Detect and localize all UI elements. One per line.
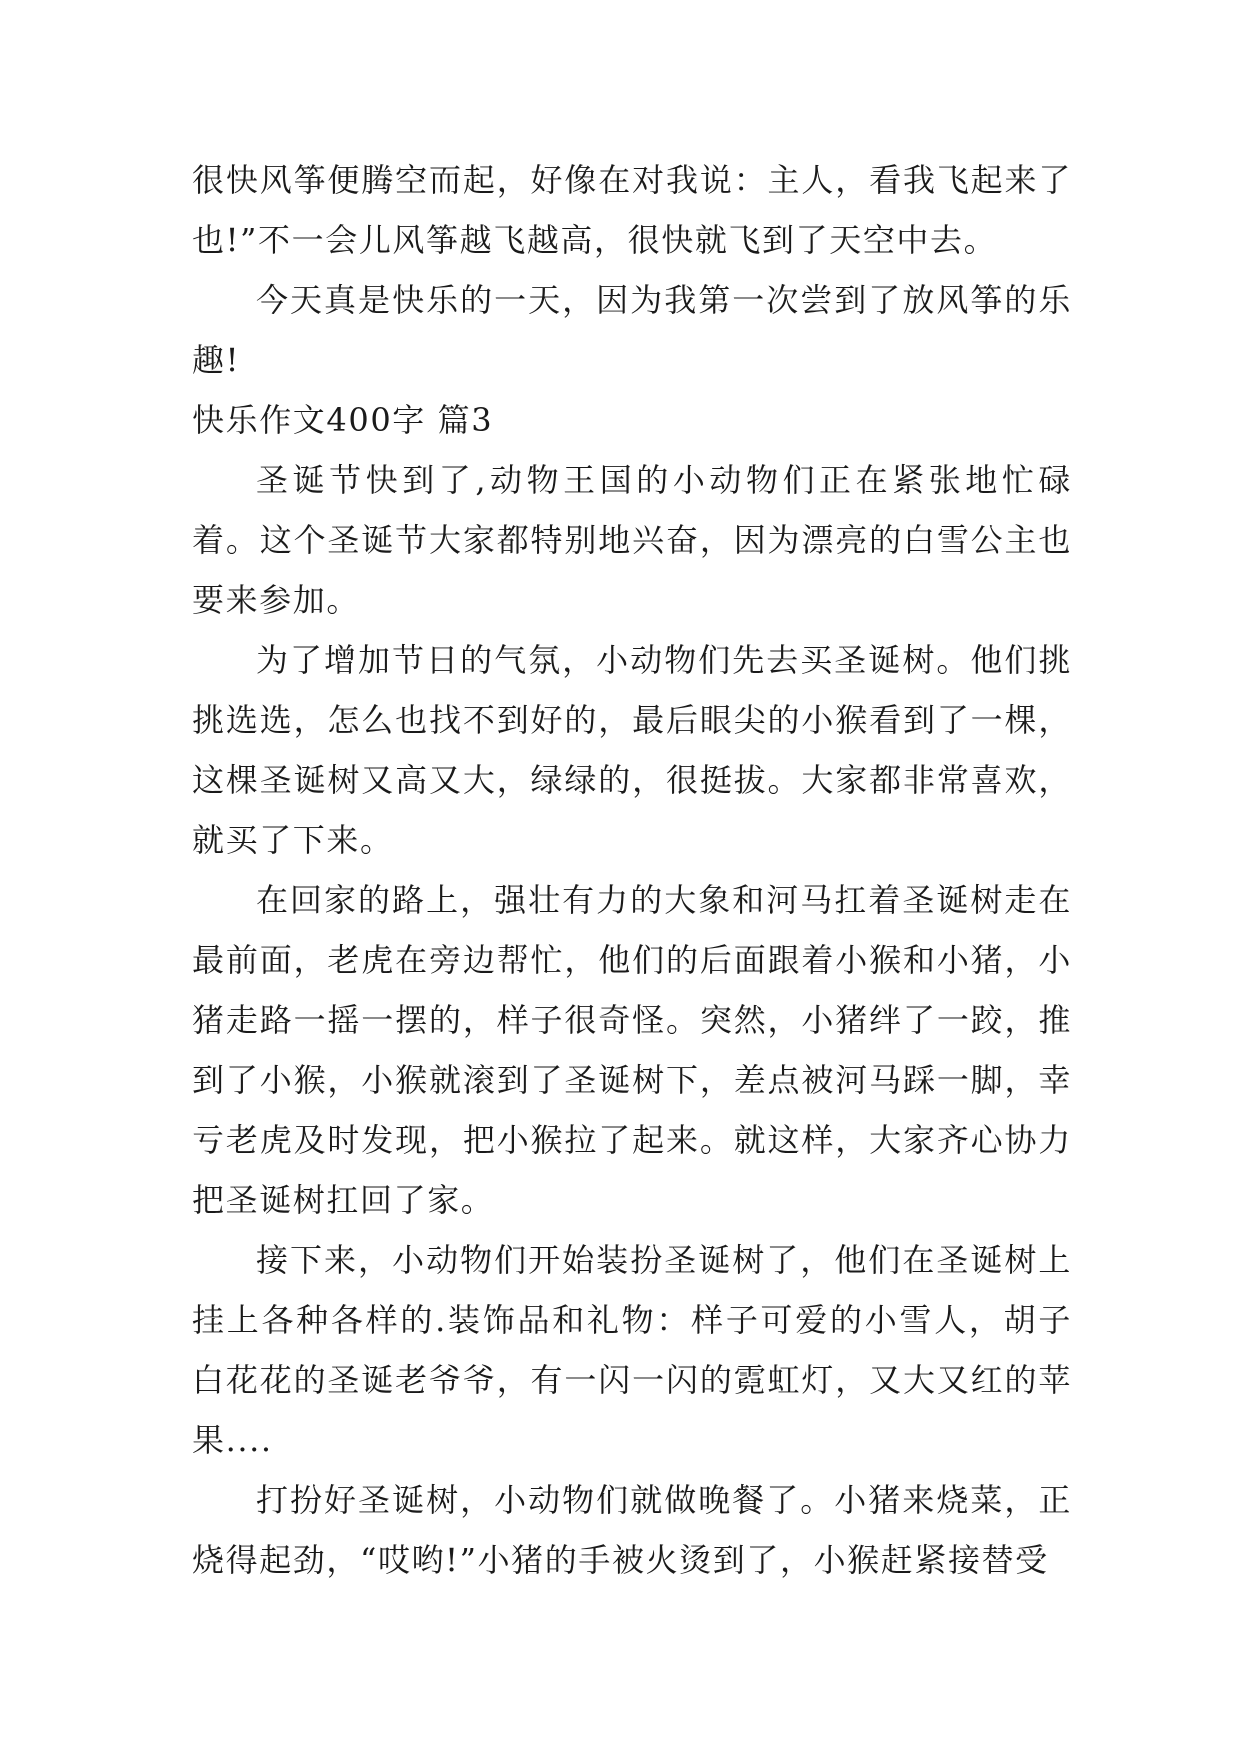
- paragraph: 圣诞节快到了,动物王国的小动物们正在紧张地忙碌着。这个圣诞节大家都特别地兴奋，因为漂亮的白雪公主也要来参加。: [192, 461, 1072, 619]
- paragraph: 在回家的路上，强壮有力的大象和河马扛着圣诞树走在最前面，老虎在旁边帮忙，他们的后面跟着小猴和小猪，小猪走路一摇一摆的，样子很奇怪。突然，小猪绊了一跤，推到了小猴，小猴就滚到了圣诞树下，差点被河马踩一脚，幸亏老虎及时发现，把小猴拉了起来。就这样，大家齐心协力把圣诞树扛回了家。: [192, 881, 1072, 1219]
- paragraph: 为了增加节日的气氛，小动物们先去买圣诞树。他们挑挑选选，怎么也找不到好的，最后眼尖的小猴看到了一棵，这棵圣诞树又高又大，绿绿的，很挺拔。大家都非常喜欢，就买了下来。: [192, 641, 1072, 859]
- paragraph: 接下来，小动物们开始装扮圣诞树了，他们在圣诞树上挂上各种各样的.装饰品和礼物：样子可爱的小雪人，胡子白花花的圣诞老爷爷，有一闪一闪的霓虹灯，又大又红的苹果....: [192, 1241, 1072, 1459]
- paragraph: 很快风筝便腾空而起，好像在对我说：主人，看我飞起来了也!”不一会儿风筝越飞越高，很快就飞到了天空中去。: [192, 161, 1072, 259]
- paragraph: 今天真是快乐的一天，因为我第一次尝到了放风筝的乐趣!: [192, 281, 1072, 379]
- section-heading: 快乐作文400字 篇3: [192, 401, 494, 439]
- paragraph: 打扮好圣诞树，小动物们就做晚餐了。小猪来烧菜，正烧得起劲，“哎哟!”小猪的手被火烫到了，小猴赶紧接替受: [192, 1481, 1072, 1579]
- document-page: [192, 150, 1072, 1590]
